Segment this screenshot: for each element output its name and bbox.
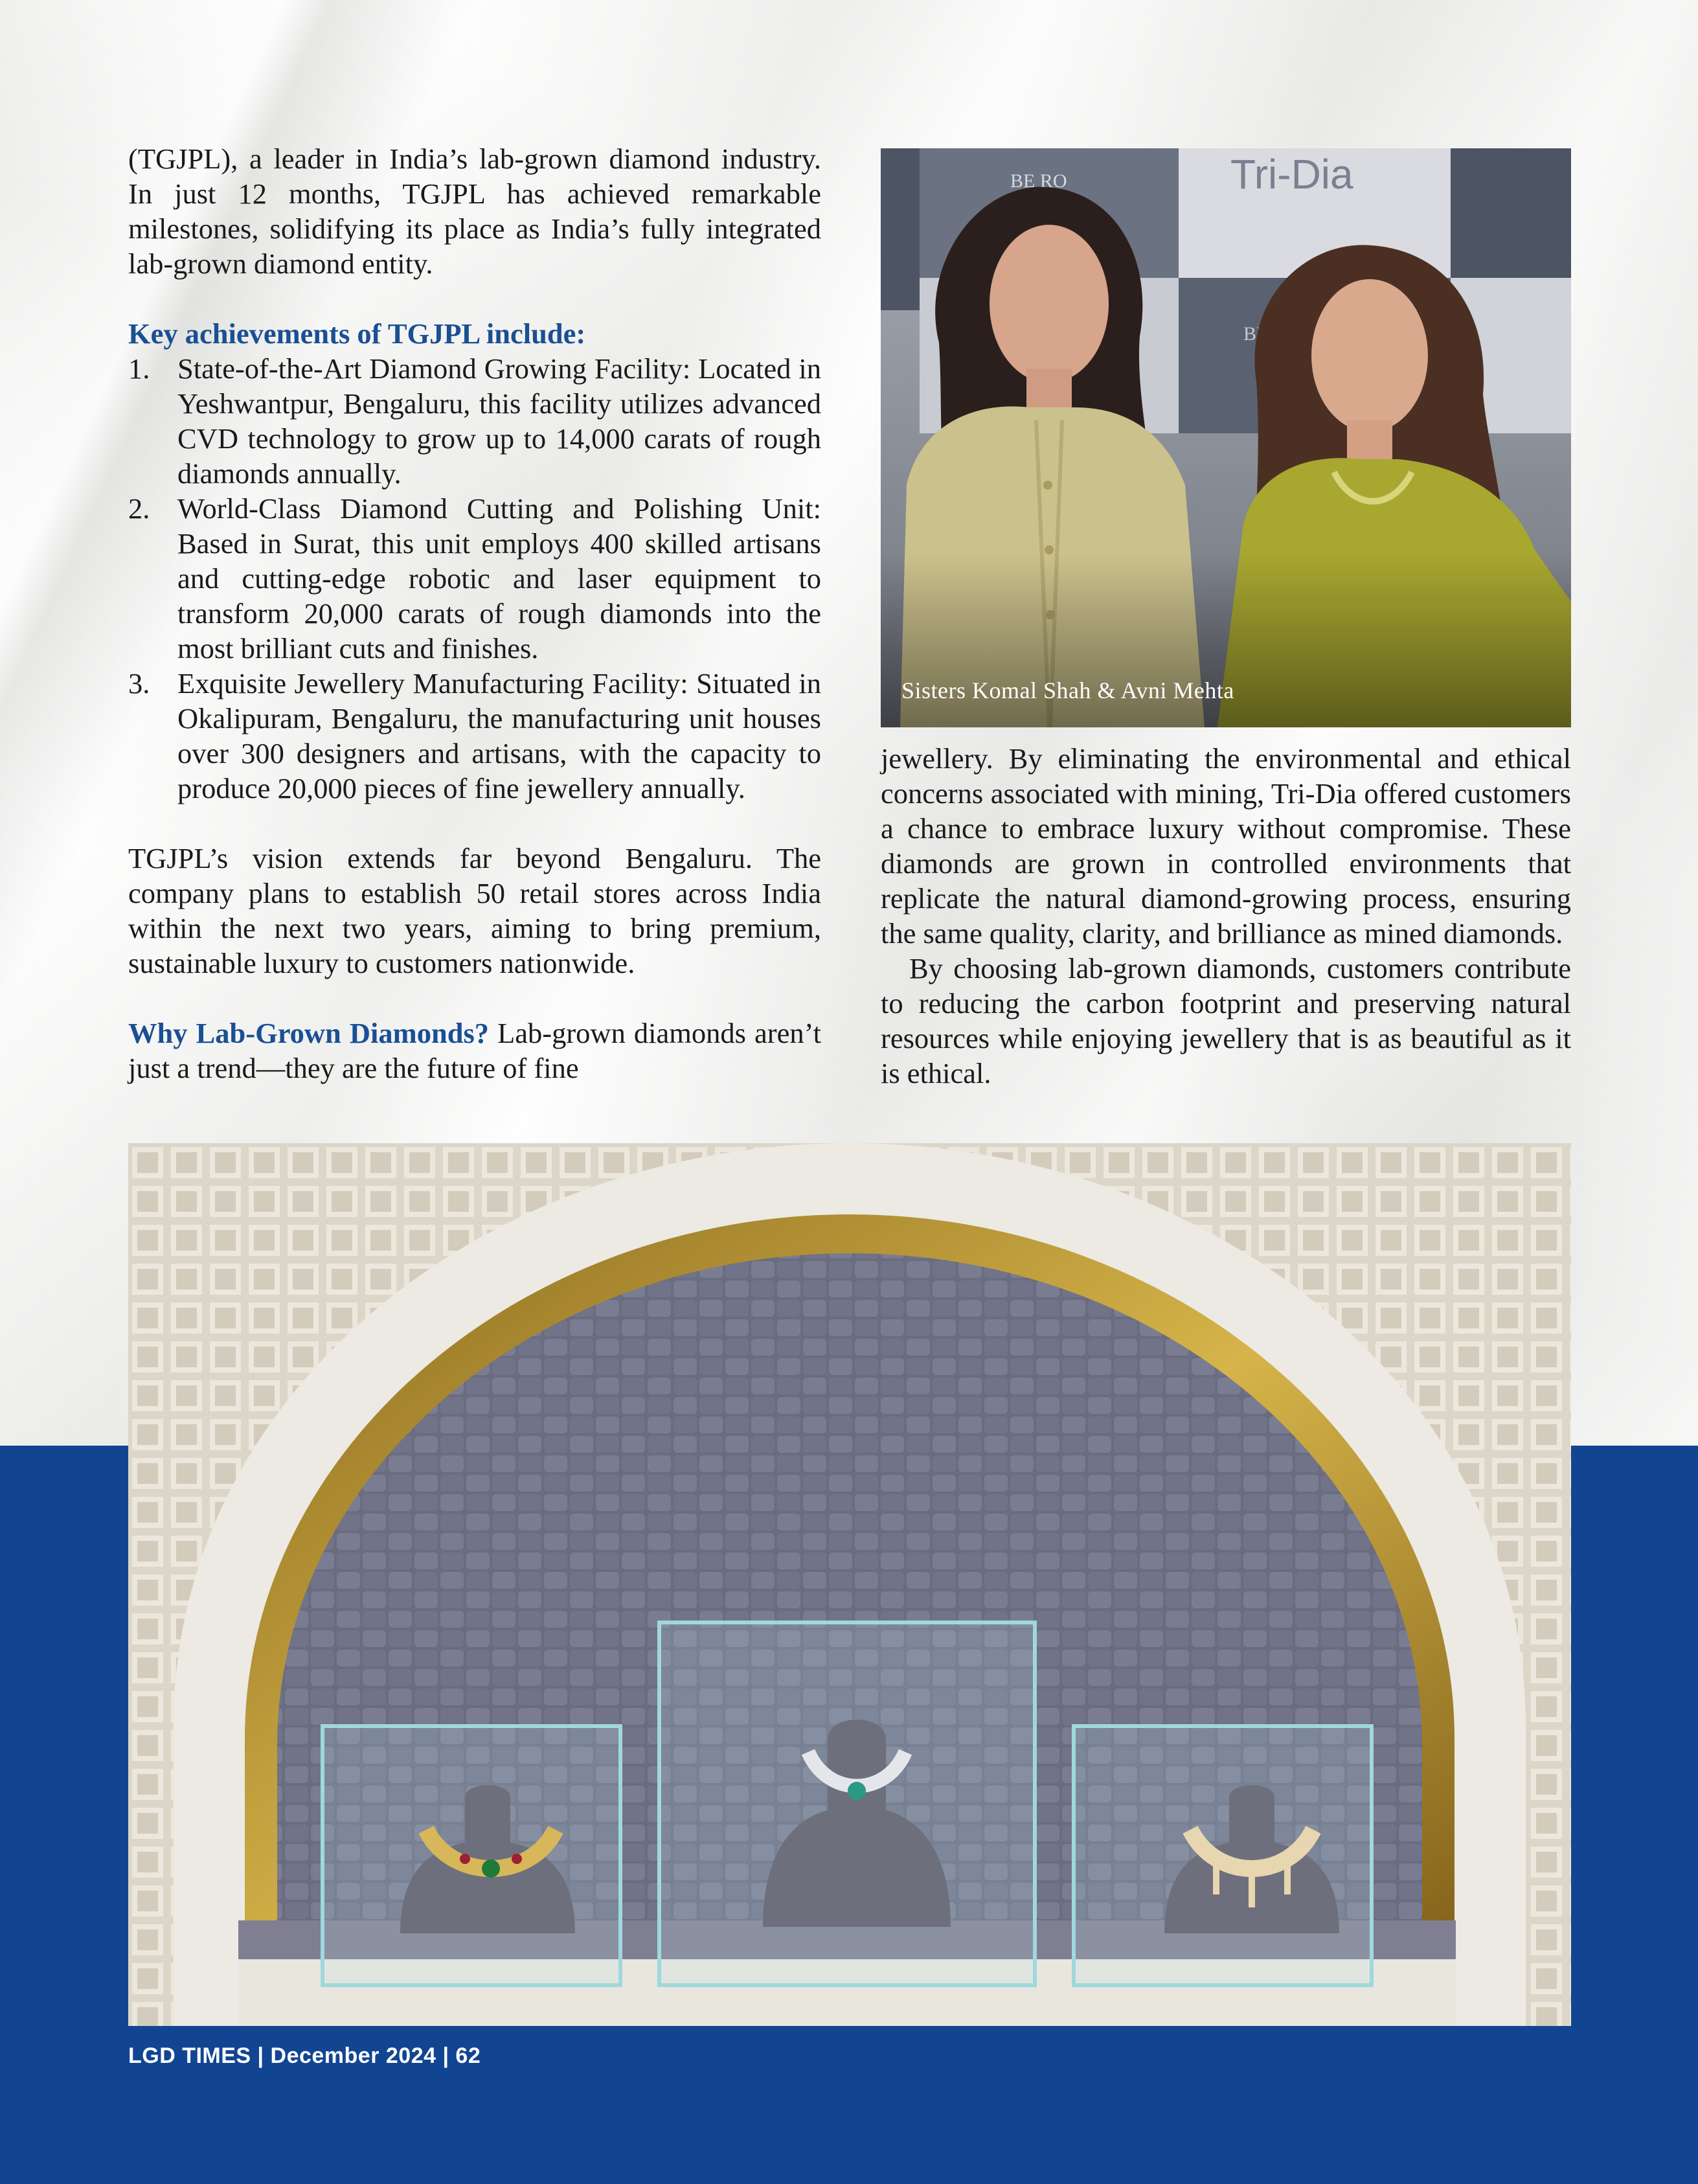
list-text: Exquisite Jewellery Manufacturing Facility: Situated in Okalipuram, Bengaluru, the manufacturing unit houses over 300 designers and artisans, with the capacity to produce 20,000 pieces of fine jewellery annually. bbox=[177, 667, 821, 804]
right-paragraph-1: jewellery. By eliminating the environmental and ethical concerns associated with mining, Tri-Dia offered customers a chance to embrace luxury without compromise. These diamonds are grown in controlled environments that replicate the natural diamond-growing process, ensuring the same quality, clarity, and brilliance as mined diamonds. bbox=[881, 742, 1571, 950]
list-item bbox=[128, 666, 821, 806]
vision-paragraph: TGJPL’s vision extends far beyond Bengaluru. The company plans to establish 50 retail stores across India within the next two years, aiming to bring premium, sustainable luxury to customers nationwide. bbox=[128, 842, 821, 979]
sisters-illustration bbox=[881, 148, 1571, 727]
sisters-photo bbox=[881, 148, 1571, 727]
right-paragraph-2: By choosing lab-grown diamonds, customers contribute to reducing the carbon footprint and preserving natural resources while enjoying jewellery that is as beautiful as it is ethical. bbox=[881, 952, 1571, 1089]
list-item bbox=[128, 491, 821, 666]
page-footer: LGD TIMES | December 2024 | 62 bbox=[128, 2043, 481, 2068]
why-paragraph bbox=[128, 1016, 821, 1086]
list-text: World-Class Diamond Cutting and Polishing Unit: Based in Surat, this unit employs 400 skilled artisans and cutting-edge robotic and laser equipment to transform 20,000 carats of rough diamonds into the most brilliant cuts and finishes. bbox=[177, 492, 821, 665]
list-number: 2. bbox=[128, 492, 150, 525]
photo-caption: Sisters Komal Shah & Avni Mehta bbox=[901, 677, 1234, 703]
list-item bbox=[128, 351, 821, 491]
list-text: State-of-the-Art Diamond Growing Facility: Located in Yeshwantpur, Bengaluru, this facility utilizes advanced CVD technology to grow up to 14,000 carats of rough diamonds annually. bbox=[177, 352, 821, 490]
achievements-heading: Key achievements of TGJPL include: bbox=[128, 317, 586, 350]
why-heading: Why Lab-Grown Diamonds? bbox=[128, 1017, 490, 1049]
right-column bbox=[881, 741, 1571, 1091]
showroom-illustration bbox=[128, 1143, 1571, 2026]
achievements-list bbox=[128, 351, 821, 806]
intro-paragraph: (TGJPL), a leader in India’s lab-grown diamond industry. In just 12 months, TGJPL has achieved remarkable milestones, solidifying its place as India’s fully integrated lab-grown diamond entity. bbox=[128, 142, 821, 280]
list-number: 1. bbox=[128, 352, 150, 385]
why-text: Lab-grown diamonds aren’t just a trend—they are the future of fine bbox=[128, 1017, 821, 1084]
left-column bbox=[128, 141, 821, 1086]
showroom-photo bbox=[128, 1143, 1571, 2026]
list-number: 3. bbox=[128, 667, 150, 700]
